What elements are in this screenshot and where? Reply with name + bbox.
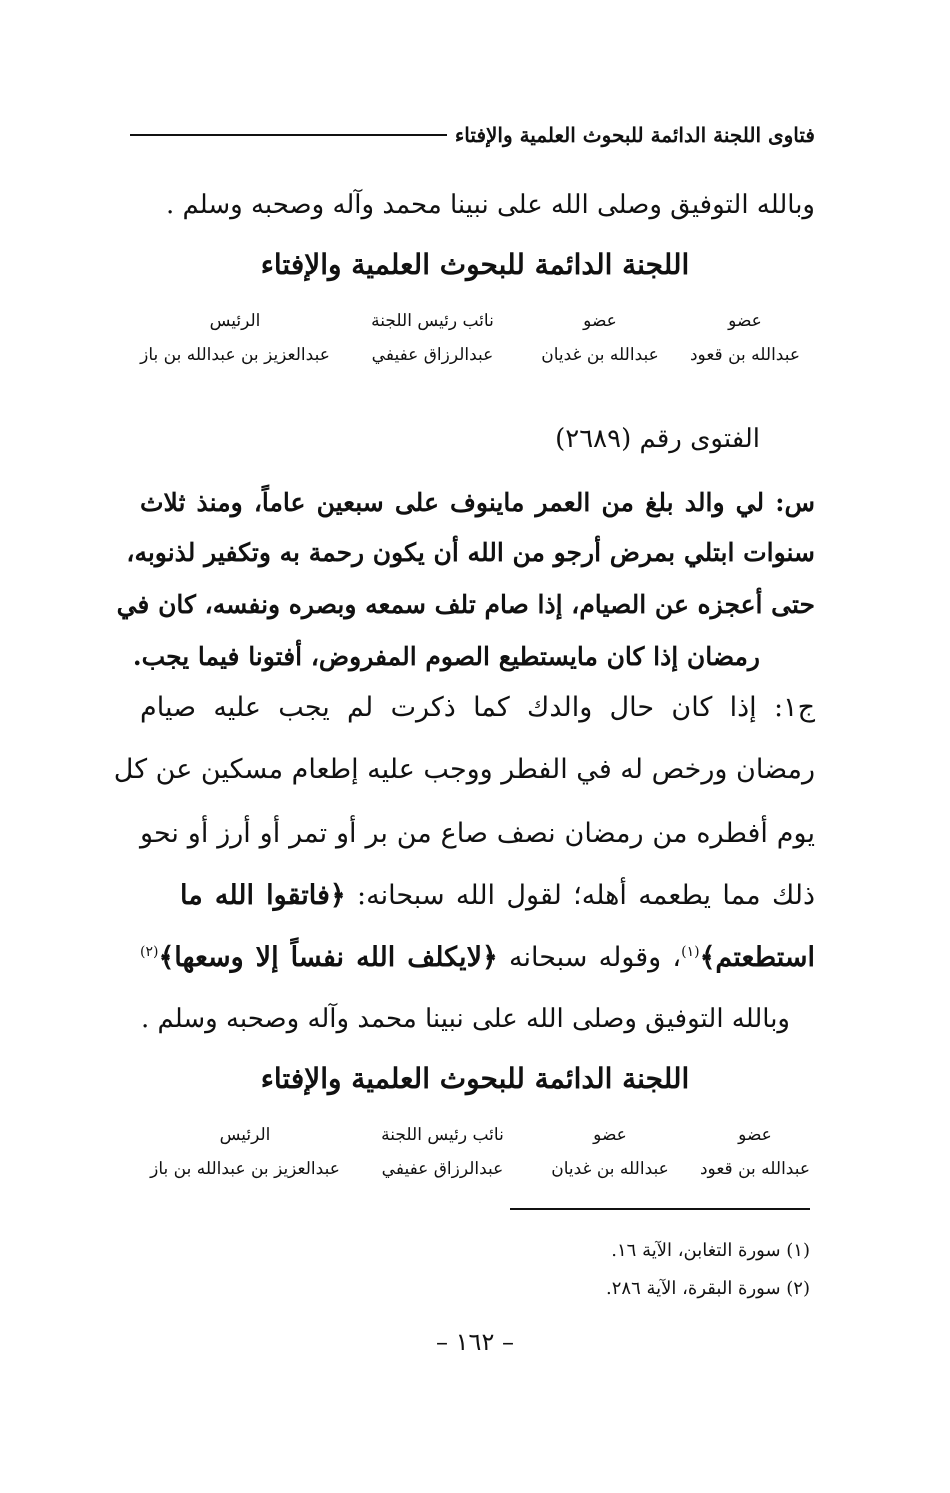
quran-quote: استطعتم﴾ [699, 942, 815, 973]
running-header-title: فتاوى اللجنة الدائمة للبحوث العلمية والإفتاء [454, 123, 815, 147]
signature-name: عبدالرزاق عفيفي [381, 1159, 504, 1179]
signature-role: نائب رئيس اللجنة [381, 1125, 504, 1145]
answer-line: رمضان ورخص له في الفطر ووجب عليه إطعام مسكين عن كل [113, 754, 815, 785]
signature-name: عبدالله بن قعود [689, 345, 800, 365]
signature-name: عبدالرزاق عفيفي [371, 345, 494, 365]
quran-quote: ﴿فاتقوا الله ما [180, 880, 346, 911]
footnote-marker: (١) [681, 944, 700, 960]
signature-member-1 [680, 304, 810, 372]
signature-block-2 [130, 1118, 810, 1198]
committee-title-2: اللجنة الدائمة للبحوث العلمية والإفتاء [260, 1062, 690, 1095]
footnote: (١) سورة التغابن، الآية ١٦. [611, 1240, 810, 1261]
signature-role: نائب رئيس اللجنة [371, 311, 494, 331]
answer-line [140, 942, 815, 973]
signature-role: عضو [728, 311, 762, 331]
signature-member-2 [535, 1118, 685, 1186]
question-line: س: لي والد بلغ من العمر ماينوف على سبعين عاماً، ومنذ ثلاث [140, 488, 815, 517]
signature-role: الرئيس [219, 1125, 271, 1145]
answer-line: ج١: إذا كان حال والدك كما ذكرت لم يجب عليه صيام [140, 692, 815, 723]
closing-prayer-1: وبالله التوفيق وصلى الله على نبينا محمد وآله وصحبه وسلم . [165, 190, 815, 220]
signature-member-1 [690, 1118, 820, 1186]
signature-member-3 [345, 304, 520, 372]
answer-text: ، وقوله سبحانه [497, 942, 682, 973]
footnote-marker: (٢) [140, 944, 159, 960]
signature-name: عبدالله بن غديان [551, 1159, 669, 1179]
signature-name: عبدالعزيز بن عبدالله بن باز [140, 345, 330, 365]
signature-block-1 [130, 304, 810, 384]
signature-member-4 [130, 304, 340, 372]
signature-name: عبدالعزيز بن عبدالله بن باز [150, 1159, 340, 1179]
answer-line: يوم أفطره من رمضان نصف صاع من بر أو تمر أو أرز أو نحو [140, 818, 815, 849]
committee-title-1: اللجنة الدائمة للبحوث العلمية والإفتاء [260, 248, 690, 281]
signature-role: عضو [738, 1125, 772, 1145]
signature-member-2 [525, 304, 675, 372]
signature-member-4 [140, 1118, 350, 1186]
signature-member-3 [355, 1118, 530, 1186]
quran-quote: ﴿لايكلف الله نفساً إلا وسعها﴾ [158, 942, 498, 973]
fatwa-number: الفتوى رقم (٢٦٨٩) [555, 424, 760, 454]
question-line: حتى أعجزه عن الصيام، إذا صام تلف سمعه وبصره ونفسه، كان في [116, 590, 815, 619]
footnote: (٢) سورة البقرة، الآية ٢٨٦. [606, 1278, 810, 1299]
closing-prayer-2: وبالله التوفيق وصلى الله على نبينا محمد وآله وصحبه وسلم . [140, 1004, 790, 1034]
signature-role: الرئيس [209, 311, 261, 331]
running-header [130, 118, 815, 152]
answer-text: ذلك مما يطعمه أهله؛ لقول الله سبحانه: [345, 880, 815, 911]
answer-line [180, 880, 815, 911]
running-header-rule [130, 134, 447, 136]
footnote-rule [510, 1208, 810, 1210]
question-line: سنوات ابتلي بمرض أرجو من الله أن يكون رحمة به وتكفير لذنوبه، [126, 538, 815, 567]
question-line: رمضان إذا كان مايستطيع الصوم المفروض، أفتونا فيما يجب. [132, 642, 760, 671]
signature-role: عضو [593, 1125, 627, 1145]
signature-name: عبدالله بن قعود [699, 1159, 810, 1179]
signature-name: عبدالله بن غديان [541, 345, 659, 365]
page-number: – ١٦٢ – [436, 1328, 514, 1356]
signature-role: عضو [583, 311, 617, 331]
